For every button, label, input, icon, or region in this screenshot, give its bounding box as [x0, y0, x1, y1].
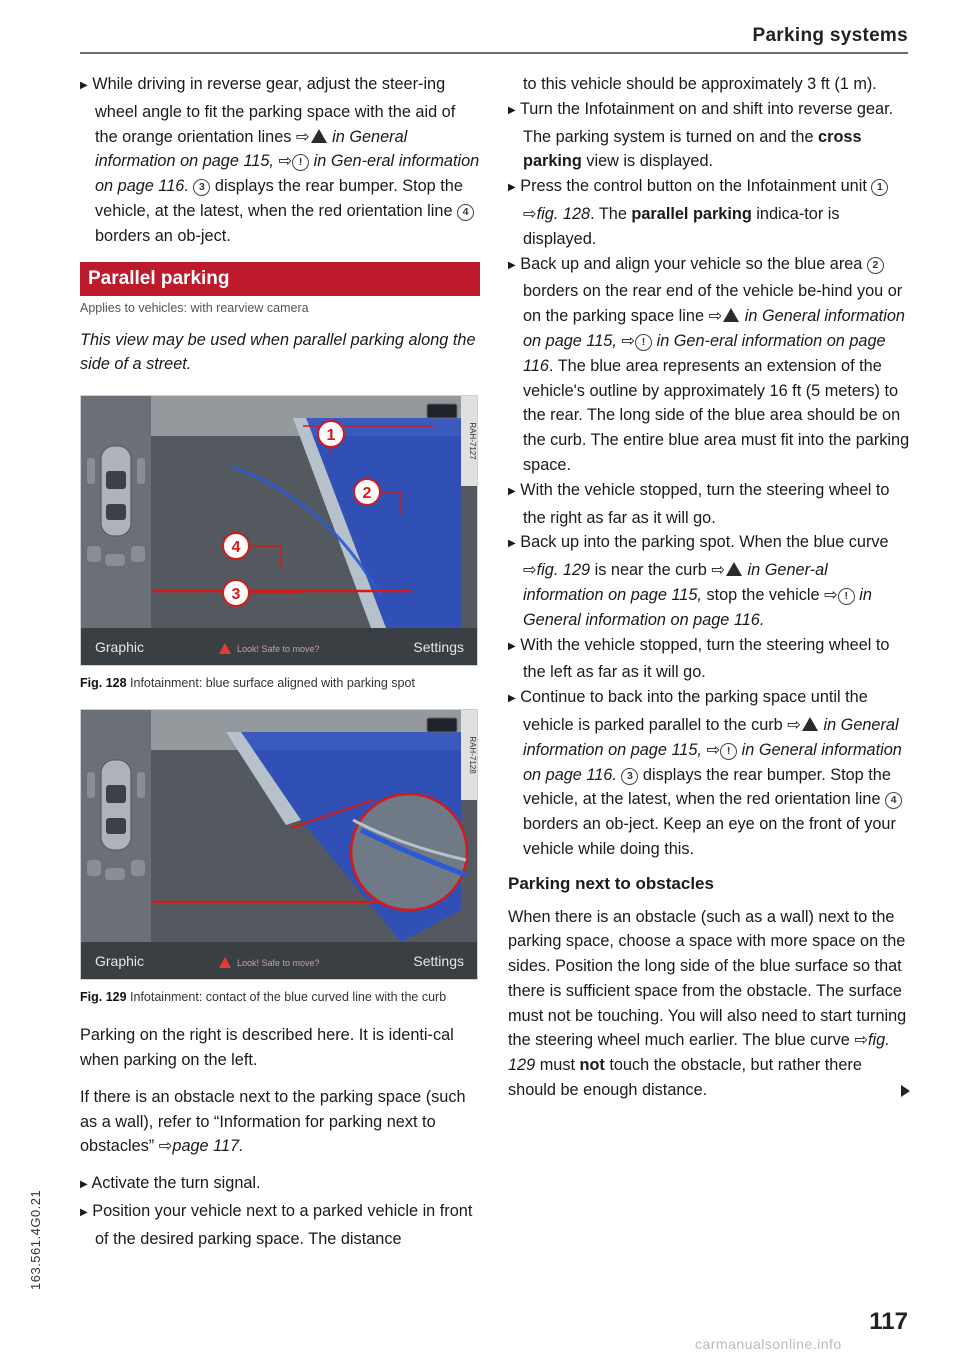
bullet-reverse-steering: ▶ While driving in reverse gear, adjust the steer-ing wheel angle to fit the parking space with the aid of the orange orientation lines ⇨! in General information on page 115, ⇨ ! in Gen-eral information on page 116. 3 displays the rear bumper. Stop the vehicle, at the latest, when the red orientation line 4 borders an ob-ject.: [80, 72, 480, 249]
bullet-back-up: ▶ Back up into the parking spot. When the blue curve ⇨fig. 129 is near the curb ⇨! in Gener-al information on page 115, stop the vehicle ⇨ ! in General information on page 116.: [508, 530, 910, 632]
applies-to: Applies to vehicles: with rearview camera: [80, 300, 309, 315]
figure-128-code: RAH-7127: [468, 422, 477, 460]
graphic-button: Graphic: [95, 639, 145, 656]
figure-128-caption: Fig. 128 Infotainment: blue surface aligned with parking spot: [80, 676, 415, 691]
heading-obstacles: Parking next to obstacles: [508, 873, 714, 893]
bullet-align-blue-area: ▶ Back up and align your vehicle so the blue area 2 borders on the rear end of the vehicle be-hind you or on the parking space line ⇨! in General information on page 115, ⇨ ! in Gen-eral information on page 116. The blue area represents an extension of the vehicle's outline by approximately 16 ft (5 meters) to the rear. The long side of the blue area should be on the curb. The entire blue area must fit into the parking space.: [508, 252, 910, 478]
figure-128: [80, 395, 478, 666]
warning-label: Look! Safe to move?: [237, 644, 320, 655]
left-column: [80, 72, 480, 1252]
settings-button: Settings: [413, 953, 464, 970]
warning-icon: [726, 562, 742, 576]
section-title-parallel-parking: Parallel parking: [80, 262, 480, 296]
para-obstacle-ref: If there is an obstacle next to the parking space (such as a wall), refer to “Information for parking next to obstacles” ⇨page 117.: [80, 1087, 466, 1156]
bullet-turn-left: ▶ With the vehicle stopped, turn the steering wheel to the left as far as it will go.: [508, 635, 890, 682]
figure-129-graphic: [81, 710, 477, 979]
svg-text:2: 2: [362, 485, 372, 503]
figure-129-caption: Fig. 129 Infotainment: contact of the blue curved line with the curb: [80, 990, 447, 1005]
callout-ref: 3: [193, 179, 210, 196]
bullet-control-button: ▶ Press the control button on the Infotainment unit 1 ⇨fig. 128. The parallel parking indica-tor is displayed.: [508, 174, 910, 251]
bullet-continue-back: ▶ Continue to back into the parking space until the vehicle is parked parallel to the curb ⇨! in General information on page 115, ⇨ ! in General information on page 116. 3 displays the rear bumper. Stop the vehicle, at the latest, when the red orientation line 4 borders an ob-ject. Keep an eye on the front of your vehicle while doing this.: [508, 685, 910, 862]
callout-4: [223, 533, 249, 559]
side-document-code: 163.561.4G0.21: [28, 1189, 43, 1290]
warning-icon: [723, 308, 739, 322]
header-title: Parking systems: [752, 25, 908, 46]
svg-text:1: 1: [326, 427, 336, 445]
callout-2: [354, 479, 380, 505]
graphic-button: Graphic: [95, 953, 145, 970]
warning-icon: [802, 717, 818, 731]
watermark: carmanualsonline.info: [695, 1336, 842, 1352]
continue-arrow-icon: [901, 1085, 910, 1097]
para-right-side: Parking on the right is described here. It is identi-cal when parking on the left.: [80, 1026, 454, 1069]
callout-3: [223, 580, 249, 606]
camera-mode-icon: [427, 718, 457, 732]
section-intro: This view may be used when parallel parking along the side of a street.: [80, 330, 476, 374]
figure-129-code: RAH-7128: [468, 736, 477, 774]
camera-mode-icon: [427, 404, 457, 418]
svg-text:4: 4: [231, 539, 241, 557]
continued-distance: to this vehicle should be approximately 3 ft (1 m).: [523, 75, 877, 93]
svg-text:3: 3: [231, 586, 241, 604]
right-column: [508, 72, 910, 1103]
caution-icon: !: [292, 154, 309, 171]
para-obstacles: When there is an obstacle (such as a wall) next to the parking space, choose a space with more space on the sides. Position the long side of the blue surface so that there is sufficient space from the obstacle. The surface must not be touching. You will also need to start turning the steering wheel much earlier. The blue curve ⇨fig. 129 must not touch the obstacle, but rather there should be enough distance.: [508, 905, 910, 1103]
settings-button: Settings: [413, 639, 464, 656]
figure-128-graphic: [81, 396, 477, 665]
bullet-turn-right: ▶ With the vehicle stopped, turn the steering wheel to the right as far as it will go.: [508, 480, 890, 527]
header-rule: [80, 52, 908, 54]
warning-label: Look! Safe to move?: [237, 958, 320, 969]
callout-1: [318, 421, 344, 447]
page-number: 117: [869, 1308, 908, 1335]
bullet-turn-signal: ▶ Activate the turn signal.: [80, 1174, 261, 1193]
figure-129: [80, 709, 478, 980]
warning-icon: [311, 129, 327, 143]
bullet-infotainment-on: ▶ Turn the Infotainment on and shift into reverse gear. The parking system is turned on and the cross parking view is displayed.: [508, 99, 894, 171]
callout-ref: 4: [457, 204, 474, 221]
bullet-position-vehicle: ▶ Position your vehicle next to a parked vehicle in front of the desired parking space. The distance: [80, 1201, 473, 1248]
